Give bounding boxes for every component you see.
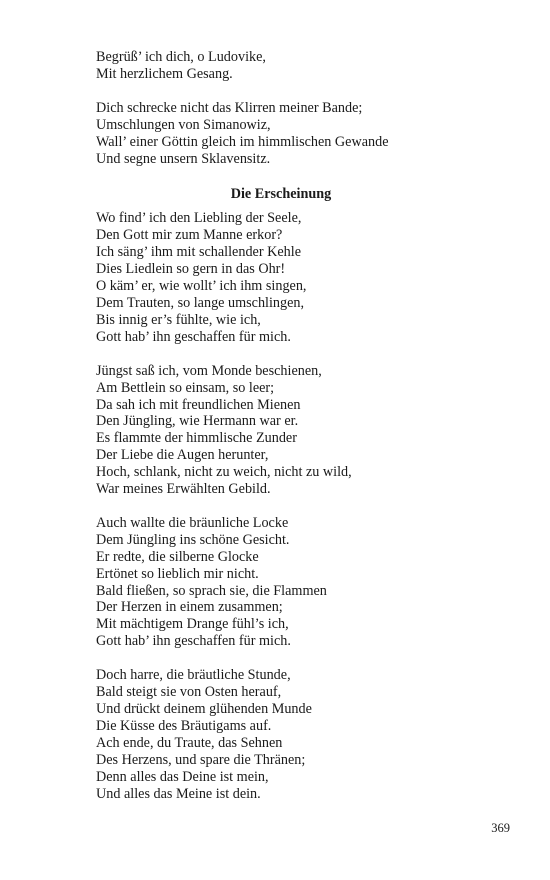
stanza-4 bbox=[96, 667, 476, 802]
verse-line: Dem Trauten, so lange umschlingen, bbox=[96, 294, 305, 311]
stanza-3 bbox=[96, 515, 476, 650]
verse-line: Jüngst saß ich, vom Monde beschienen, bbox=[96, 362, 322, 379]
verse-line: Am Bettlein so einsam, so leer; bbox=[96, 379, 275, 396]
poem-title: Die Erscheinung bbox=[230, 186, 332, 203]
verse-line: Doch harre, die bräutliche Stunde, bbox=[96, 667, 291, 684]
verse-line: Gott hab’ ihn geschaffen für mich. bbox=[96, 633, 291, 650]
verse-line: Dem Jüngling ins schöne Gesicht. bbox=[96, 531, 290, 548]
verse-line: Er redte, die silberne Glocke bbox=[96, 548, 259, 565]
stanza-previous-poem-end bbox=[96, 49, 476, 83]
verse-line: Und segne unsern Sklavensitz. bbox=[96, 150, 271, 167]
verse-line: Des Herzens, und spare die Thränen; bbox=[96, 751, 306, 768]
verse-line: Bald fließen, so sprach sie, die Flammen bbox=[96, 582, 327, 599]
verse-line: Ertönet so lieblich mir nicht. bbox=[96, 565, 259, 582]
verse-line: War meines Erwählten Gebild. bbox=[96, 481, 271, 498]
page-text bbox=[96, 49, 476, 802]
verse-line: Die Küsse des Bräutigams auf. bbox=[96, 717, 272, 734]
verse-line: Umschlungen von Simanowiz, bbox=[96, 116, 271, 133]
verse-line: Bald steigt sie von Osten herauf, bbox=[96, 684, 282, 701]
page-number: 369 bbox=[491, 821, 510, 835]
verse-line: Auch wallte die bräunliche Locke bbox=[96, 514, 289, 531]
verse-line: Mit mächtigem Drange fühl’s ich, bbox=[96, 616, 289, 633]
verse-line: Bis innig er’s fühlte, wie ich, bbox=[96, 311, 261, 328]
verse-line: O käm’ er, wie wollt’ ich ihm singen, bbox=[96, 278, 307, 295]
stanza-1 bbox=[96, 210, 476, 345]
verse-line: Der Herzen in einem zusammen; bbox=[96, 599, 283, 616]
verse-line: Begrüß’ ich dich, o Ludovike, bbox=[96, 49, 266, 65]
verse-line: Dies Liedlein so gern in das Ohr! bbox=[96, 261, 286, 278]
verse-line: Wall’ einer Göttin gleich im himmlischen Gewande bbox=[96, 133, 389, 150]
verse-line: Den Gott mir zum Manne erkor? bbox=[96, 227, 283, 244]
verse-line: Hoch, schlank, nicht zu weich, nicht zu wild, bbox=[96, 464, 352, 481]
stanza-2 bbox=[96, 363, 476, 498]
verse-line: Da sah ich mit freundlichen Mienen bbox=[96, 396, 301, 413]
verse-line: Und alles das Meine ist dein. bbox=[96, 785, 261, 802]
verse-line: Es flammte der himmlische Zunder bbox=[96, 430, 297, 447]
verse-line: Der Liebe die Augen herunter, bbox=[96, 447, 269, 464]
verse-line: Ach ende, du Traute, das Sehnen bbox=[96, 734, 283, 751]
verse-line: Dich schrecke nicht das Klirren meiner Bande; bbox=[96, 99, 363, 116]
verse-line: Den Jüngling, wie Hermann war er. bbox=[96, 413, 299, 430]
stanza-previous-poem-last bbox=[96, 100, 476, 168]
verse-line: Mit herzlichem Gesang. bbox=[96, 65, 233, 82]
verse-line: Und drückt deinem glühenden Munde bbox=[96, 701, 312, 717]
verse-line: Denn alles das Deine ist mein, bbox=[96, 768, 269, 785]
verse-line: Ich säng’ ihm mit schallender Kehle bbox=[96, 244, 301, 261]
verse-line: Wo find’ ich den Liebling der Seele, bbox=[96, 210, 302, 227]
verse-line: Gott hab’ ihn geschaffen für mich. bbox=[96, 328, 291, 345]
